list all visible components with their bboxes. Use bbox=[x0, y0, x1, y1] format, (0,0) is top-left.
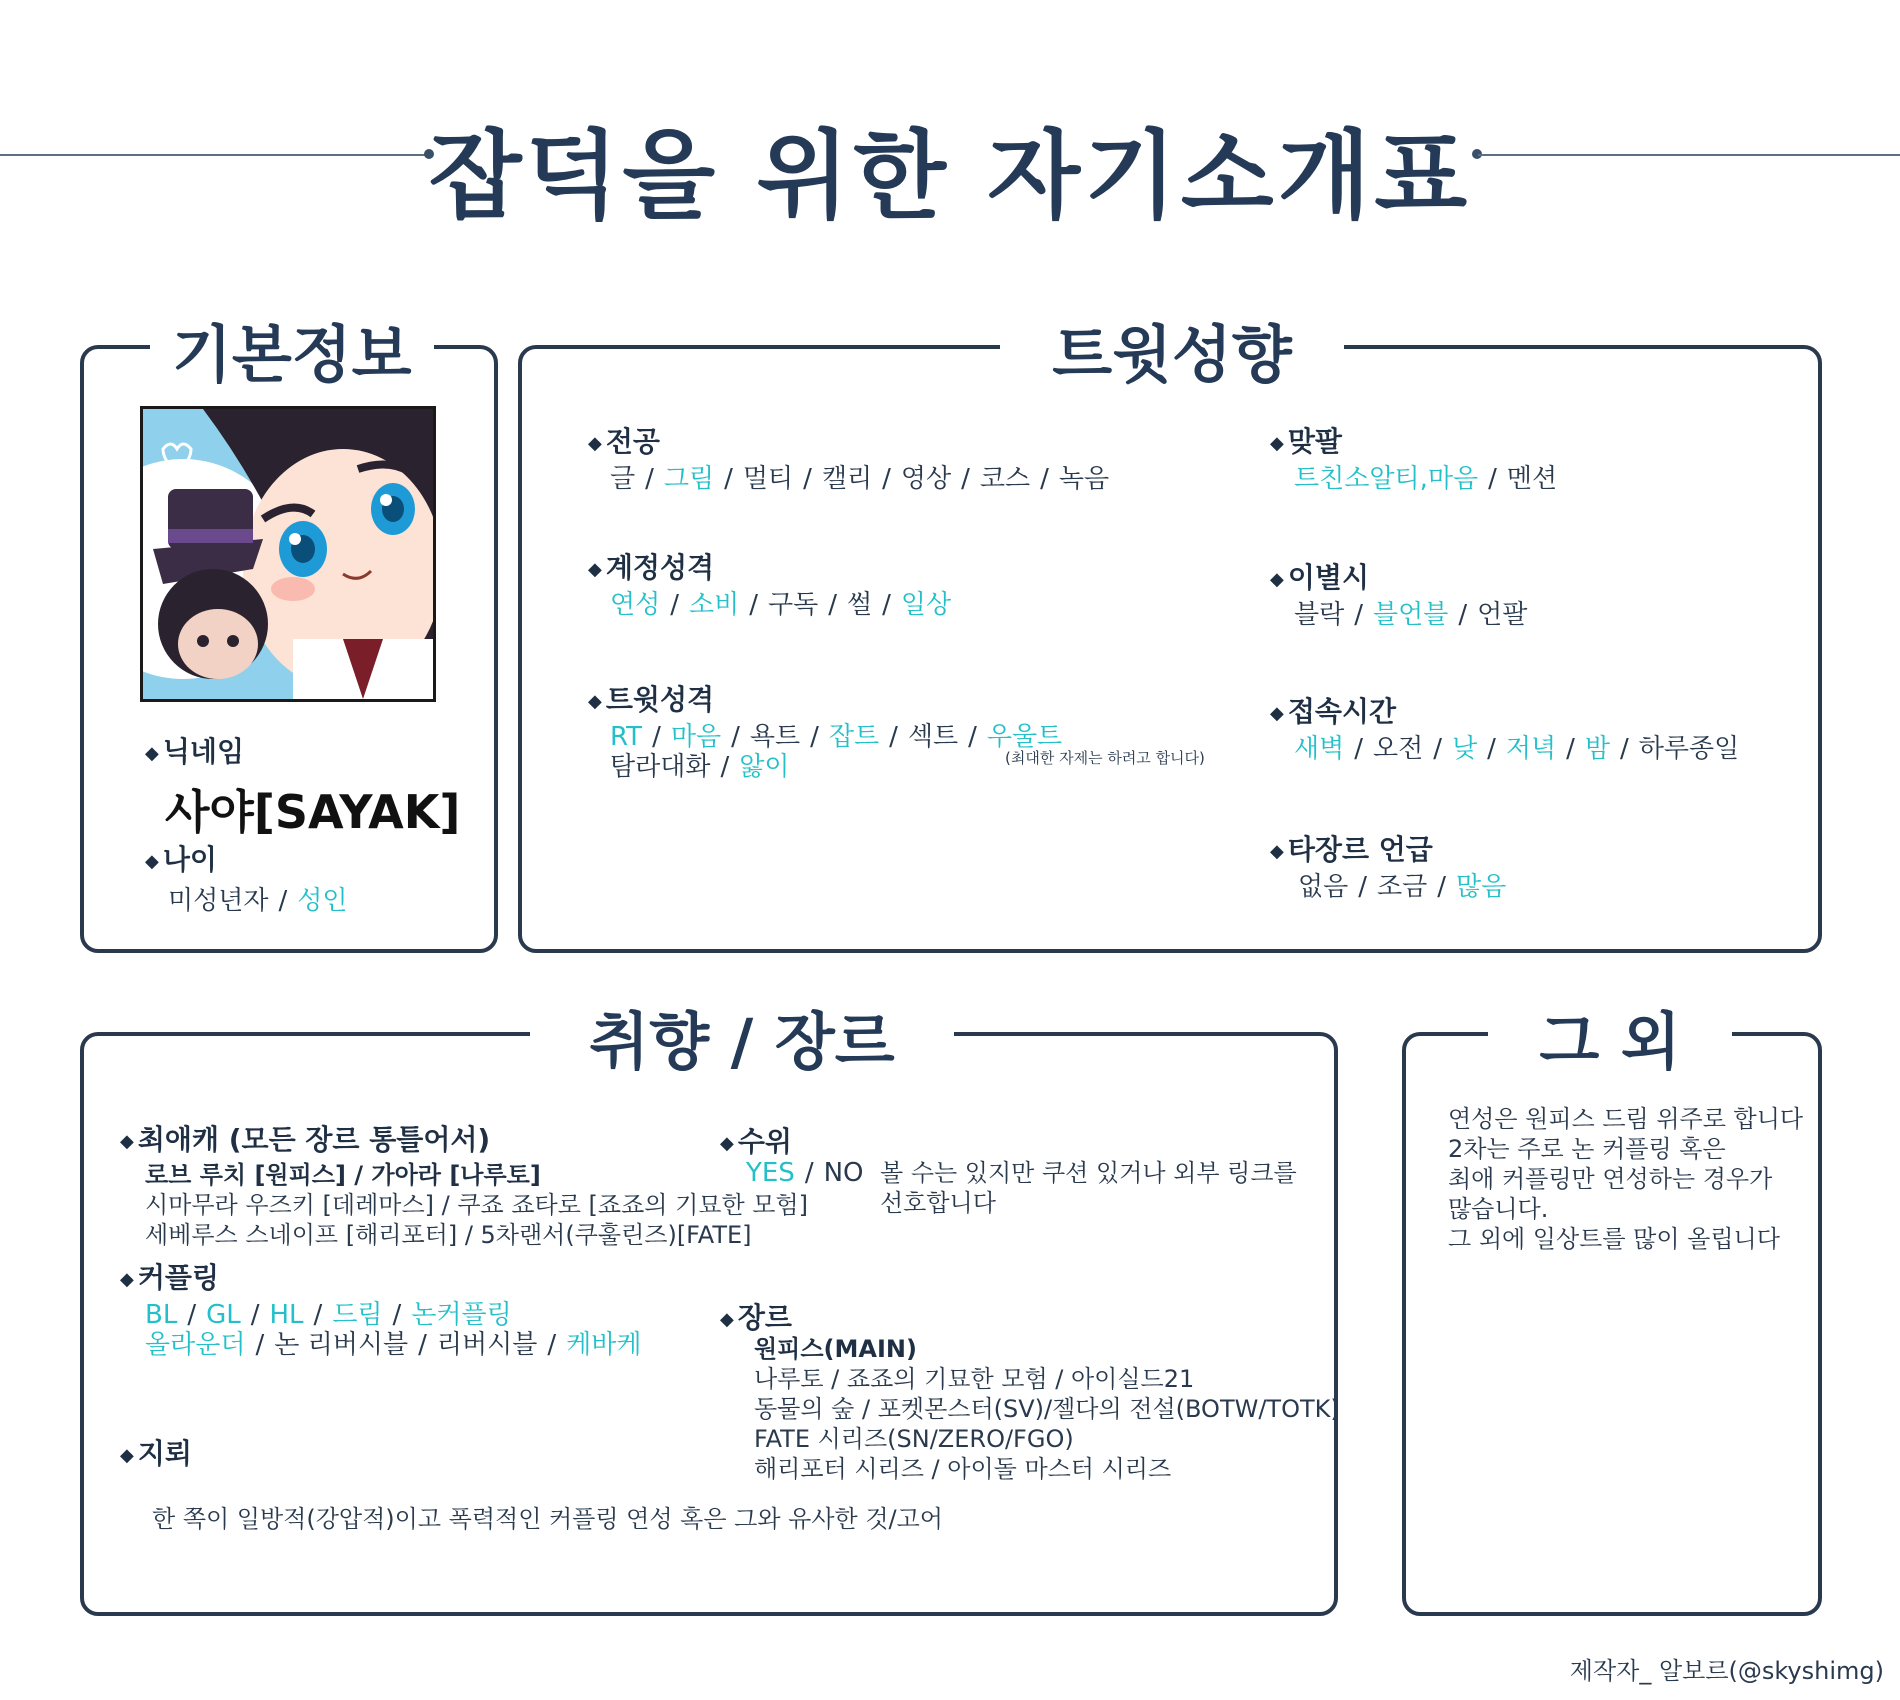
option-item: 미성년자 bbox=[168, 886, 269, 916]
profile-avatar bbox=[140, 406, 436, 702]
option-item: 드림 bbox=[332, 1300, 383, 1330]
genre-main: 원피스(MAIN) bbox=[754, 1335, 917, 1363]
major-label bbox=[588, 420, 660, 460]
follow-label-text: 맞팔 bbox=[1287, 425, 1342, 458]
option-separator: / bbox=[1354, 600, 1363, 630]
option-item: RT bbox=[610, 722, 643, 752]
option-item: YES bbox=[746, 1158, 795, 1188]
option-separator: / bbox=[645, 464, 654, 494]
option-separator: / bbox=[961, 464, 970, 494]
option-item: 리버시블 bbox=[436, 1330, 538, 1360]
option-item: 욕트 bbox=[749, 722, 801, 752]
option-item: 트친소알티,마음 bbox=[1294, 464, 1479, 494]
option-item: 언팔 bbox=[1477, 600, 1528, 630]
option-separator: / bbox=[882, 464, 891, 494]
option-item: 저녁 bbox=[1505, 734, 1557, 764]
mine-text: 한 쪽이 일방적(강압적)이고 폭력적인 커플링 연성 혹은 그와 유사한 것/고어 bbox=[152, 1505, 943, 1533]
favorite-label-text: 최애캐 (모든 장르 통틀어서) bbox=[137, 1123, 491, 1156]
option-separator: / bbox=[1488, 464, 1497, 494]
account-label-text: 계정성격 bbox=[605, 551, 715, 584]
option-item: 블언블 bbox=[1373, 600, 1449, 630]
genre-mention-options bbox=[1298, 866, 1506, 903]
option-separator: / bbox=[1620, 734, 1629, 764]
option-item: 연성 bbox=[610, 590, 661, 620]
breakup-label bbox=[1270, 556, 1369, 596]
personality-label bbox=[588, 678, 714, 718]
option-item: 앓이 bbox=[739, 752, 790, 782]
option-item: 낮 bbox=[1452, 734, 1478, 764]
account-options bbox=[610, 584, 951, 621]
option-item: 소비 bbox=[689, 590, 740, 620]
option-item: 하루종일 bbox=[1638, 734, 1740, 764]
option-separator: / bbox=[749, 590, 758, 620]
taste-genre-title: 취향 / 장르 bbox=[530, 992, 954, 1081]
option-item: 블락 bbox=[1294, 600, 1345, 630]
genre-label-text: 장르 bbox=[737, 1301, 792, 1334]
online-label bbox=[1270, 690, 1396, 730]
genre-label bbox=[720, 1296, 792, 1336]
other-line-4: 많습니다. bbox=[1448, 1195, 1549, 1223]
credit: 제작자_ 알보르(@skyshimg) bbox=[1569, 1657, 1884, 1685]
diamond-icon: ◆ bbox=[588, 432, 602, 454]
genre-line-1: 나루토 / 죠죠의 기묘한 모험 / 아이실드21 bbox=[754, 1365, 1195, 1393]
diamond-icon: ◆ bbox=[120, 1268, 134, 1290]
option-item: 구독 bbox=[768, 590, 819, 620]
option-item: 영상 bbox=[900, 464, 952, 494]
favorite-line-3: 세베루스 스네이프 [해리포터] / 5차랜서(쿠훌린즈)[FATE] bbox=[145, 1221, 752, 1249]
option-separator: / bbox=[828, 590, 837, 620]
genre-line-3: FATE 시리즈(SN/ZERO/FGO) bbox=[754, 1425, 1074, 1453]
follow-label bbox=[1270, 420, 1342, 460]
genre-line-2: 동물의 숲 / 포켓몬스터(SV)/젤다의 전설(BOTW/TOTK) bbox=[754, 1395, 1340, 1423]
option-separator: / bbox=[670, 590, 679, 620]
option-separator: / bbox=[313, 1300, 323, 1330]
diamond-icon: ◆ bbox=[120, 1130, 134, 1152]
option-separator: / bbox=[968, 722, 977, 752]
tweet-tendency-title: 트윗성향 bbox=[1000, 305, 1344, 394]
option-separator: / bbox=[187, 1300, 197, 1330]
personality-options-2 bbox=[610, 746, 789, 783]
option-separator: / bbox=[810, 722, 819, 752]
option-separator: / bbox=[1566, 734, 1575, 764]
rating-options bbox=[746, 1158, 864, 1188]
option-separator: / bbox=[1040, 464, 1049, 494]
coupling-options-2 bbox=[145, 1324, 641, 1361]
coupling-label-text: 커플링 bbox=[137, 1261, 219, 1294]
account-label bbox=[588, 546, 714, 586]
rating-label-text: 수위 bbox=[737, 1125, 792, 1158]
other-line-1: 연성은 원피스 드림 위주로 합니다 bbox=[1448, 1105, 1804, 1133]
diamond-icon: ◆ bbox=[1270, 432, 1284, 454]
option-item: 올라운더 bbox=[145, 1330, 246, 1360]
favorite-line-1: 로브 루치 [원피스] / 가아라 [나루토] bbox=[145, 1161, 541, 1189]
page-title: 잡덕을 위한 자기소개표 bbox=[428, 120, 1472, 232]
option-separator: / bbox=[1358, 872, 1367, 902]
diamond-icon: ◆ bbox=[1270, 840, 1284, 862]
option-item: 성인 bbox=[297, 886, 348, 916]
age-label bbox=[145, 838, 217, 878]
breakup-options bbox=[1294, 594, 1527, 631]
option-item: 없음 bbox=[1298, 872, 1349, 902]
diamond-icon: ◆ bbox=[145, 742, 159, 764]
option-separator: / bbox=[392, 1300, 402, 1330]
breakup-label-text: 이별시 bbox=[1287, 561, 1369, 594]
option-item: 녹음 bbox=[1058, 464, 1110, 494]
option-separator: / bbox=[547, 1330, 557, 1360]
option-item: 논커플링 bbox=[411, 1300, 512, 1330]
option-separator: / bbox=[803, 464, 812, 494]
follow-options bbox=[1294, 458, 1557, 495]
personality-note: (최대한 자제는 하려고 합니다) bbox=[1005, 749, 1205, 767]
option-separator: / bbox=[250, 1300, 260, 1330]
diamond-icon: ◆ bbox=[1270, 702, 1284, 724]
option-item: 섹트 bbox=[907, 722, 959, 752]
nickname-label-text: 닉네임 bbox=[162, 735, 244, 768]
option-item: 새벽 bbox=[1294, 734, 1345, 764]
nickname-value: 사야[SAYAK] bbox=[165, 785, 461, 839]
other-line-2: 2차는 주로 논 커플링 혹은 bbox=[1448, 1135, 1726, 1163]
option-separator: / bbox=[720, 752, 730, 782]
option-item: 썰 bbox=[847, 590, 873, 620]
diamond-icon: ◆ bbox=[588, 690, 602, 712]
option-item: 탐라대화 bbox=[610, 752, 711, 782]
option-separator: / bbox=[1433, 734, 1442, 764]
diamond-icon: ◆ bbox=[720, 1132, 734, 1154]
coupling-label bbox=[120, 1256, 219, 1296]
diamond-icon: ◆ bbox=[145, 850, 159, 872]
option-item: 밤 bbox=[1584, 734, 1611, 764]
nickname-label bbox=[145, 730, 244, 770]
option-item: 오전 bbox=[1373, 734, 1424, 764]
title-line-right bbox=[1478, 154, 1900, 156]
major-options bbox=[610, 458, 1109, 495]
rating-label bbox=[720, 1120, 792, 1160]
option-separator: / bbox=[418, 1330, 427, 1360]
option-item: HL bbox=[269, 1300, 304, 1330]
option-separator: / bbox=[1458, 600, 1468, 630]
option-separator: / bbox=[1487, 734, 1496, 764]
option-separator: / bbox=[1437, 872, 1446, 902]
option-separator: / bbox=[804, 1158, 814, 1188]
age-label-text: 나이 bbox=[162, 843, 217, 876]
option-item: 멀티 bbox=[742, 464, 794, 494]
option-separator: / bbox=[255, 1330, 265, 1360]
diamond-icon: ◆ bbox=[1270, 568, 1284, 590]
other-title: 그 외 bbox=[1488, 992, 1732, 1081]
option-item: 멘션 bbox=[1506, 464, 1558, 494]
option-item: NO bbox=[823, 1158, 864, 1188]
online-label-text: 접속시간 bbox=[1287, 695, 1397, 728]
option-separator: / bbox=[882, 590, 891, 620]
other-line-3: 최애 커플링만 연성하는 경우가 bbox=[1448, 1165, 1773, 1193]
option-separator: / bbox=[1354, 734, 1363, 764]
major-label-text: 전공 bbox=[605, 425, 660, 458]
online-options bbox=[1294, 728, 1739, 765]
diamond-icon: ◆ bbox=[720, 1308, 734, 1330]
option-item: BL bbox=[145, 1300, 178, 1330]
diamond-icon: ◆ bbox=[120, 1444, 134, 1466]
genre-line-4: 해리포터 시리즈 / 아이돌 마스터 시리즈 bbox=[754, 1455, 1172, 1483]
rating-note-1: 볼 수는 있지만 쿠션 있거나 외부 링크를 bbox=[880, 1159, 1297, 1187]
option-separator: / bbox=[889, 722, 898, 752]
option-item: GL bbox=[206, 1300, 241, 1330]
option-item: 코스 bbox=[979, 464, 1031, 494]
basic-info-title: 기본정보 bbox=[150, 305, 434, 394]
tweet-tendency-box bbox=[518, 345, 1822, 953]
diamond-icon: ◆ bbox=[588, 558, 602, 580]
other-line-5: 그 외에 일상트를 많이 올립니다 bbox=[1448, 1225, 1780, 1253]
option-separator: / bbox=[731, 722, 740, 752]
option-separator: / bbox=[278, 886, 288, 916]
option-item: 조금 bbox=[1377, 872, 1428, 902]
personality-label-text: 트윗성격 bbox=[605, 683, 715, 716]
option-item: 그림 bbox=[663, 464, 715, 494]
option-item: 글 bbox=[610, 464, 636, 494]
option-item: 잡트 bbox=[828, 722, 880, 752]
option-item: 논 리버시블 bbox=[274, 1330, 409, 1360]
option-item: 마음 bbox=[670, 722, 722, 752]
option-separator: / bbox=[724, 464, 733, 494]
favorite-line-2: 시마무라 우즈키 [데레마스] / 쿠죠 죠타로 [죠죠의 기묘한 모험] bbox=[145, 1191, 808, 1219]
mine-label bbox=[120, 1432, 192, 1472]
option-item: 케바케 bbox=[566, 1330, 642, 1360]
option-item: 많음 bbox=[1456, 872, 1507, 902]
rating-note-2: 선호합니다 bbox=[880, 1189, 996, 1217]
option-separator: / bbox=[652, 722, 661, 752]
favorite-label bbox=[120, 1118, 490, 1158]
genre-mention-label bbox=[1270, 828, 1433, 868]
age-options bbox=[168, 880, 347, 917]
genre-mention-label-text: 타장르 언급 bbox=[1287, 833, 1433, 866]
option-item: 캘리 bbox=[821, 464, 873, 494]
option-item: 일상 bbox=[900, 590, 952, 620]
option-item: 우울트 bbox=[986, 722, 1063, 752]
mine-label-text: 지뢰 bbox=[137, 1437, 192, 1470]
